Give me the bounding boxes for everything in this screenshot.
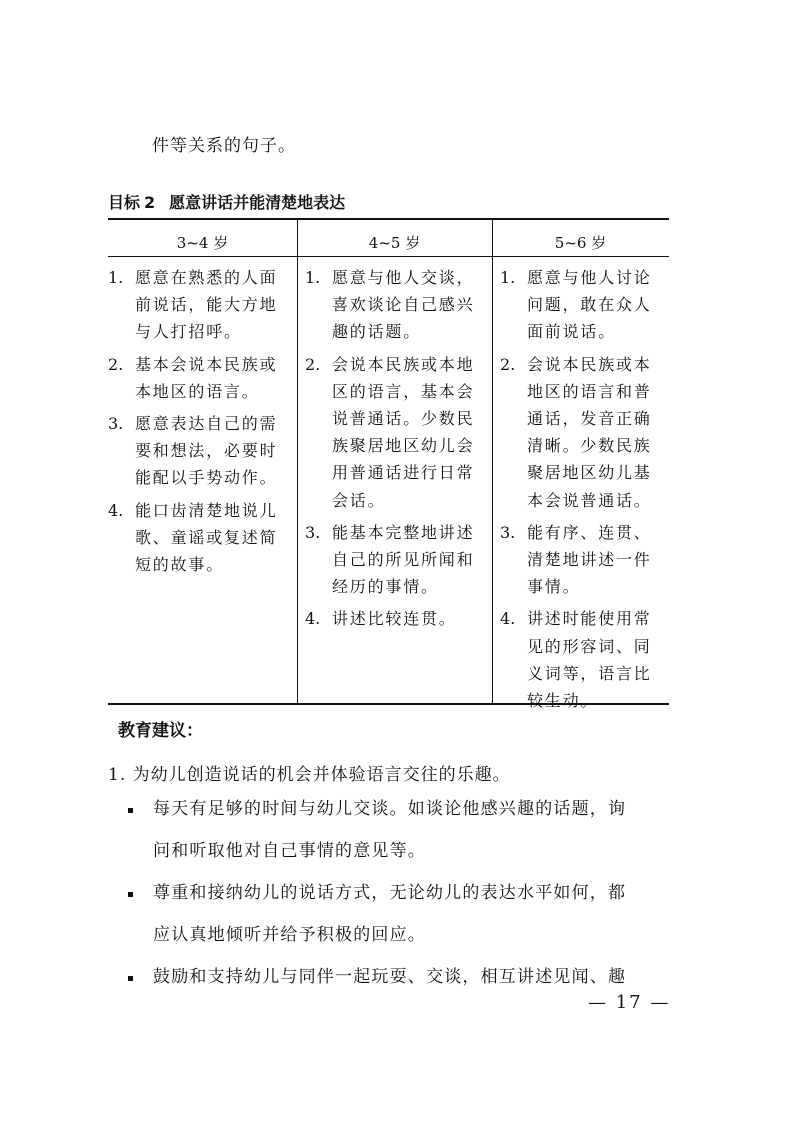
item-number: 3. xyxy=(500,522,516,542)
item-number: 2. xyxy=(305,354,321,374)
item-text xyxy=(527,605,668,714)
item-number: 1. xyxy=(108,268,124,287)
item-line: 与人打招呼。 xyxy=(135,322,242,342)
item-number: 4. xyxy=(305,609,321,629)
bullet-icon xyxy=(128,976,133,981)
suggestion-point-1: 1. 为幼儿创造说话的机会并体验语言交往的乐趣。 xyxy=(108,765,511,785)
bullet-text xyxy=(153,788,626,872)
bullet-line: 鼓励和支持幼儿与同伴一起玩耍、交谈，相互讲述见闻、趣 xyxy=(153,967,627,987)
list-item xyxy=(500,605,668,714)
suggestions-title: 教育建议： xyxy=(118,721,203,741)
list-item xyxy=(500,351,668,514)
goal-number: 2 xyxy=(144,193,156,212)
list-item xyxy=(108,497,294,579)
item-line: 会话。 xyxy=(332,490,386,510)
item-text xyxy=(332,351,489,514)
column-divider xyxy=(297,219,298,704)
item-number: 3. xyxy=(108,414,124,434)
item-line: 基本会说本民族或 xyxy=(135,354,278,374)
table-top-rule xyxy=(108,218,669,220)
bullet-line: 问和听取他对自己事情的意见等。 xyxy=(153,841,426,861)
item-number: 4. xyxy=(500,609,516,629)
item-line: 讲述时能使用常 xyxy=(527,609,652,629)
item-line: 能口齿清楚地说儿 xyxy=(135,500,278,520)
item-line: 义词等，语言比 xyxy=(527,663,652,683)
item-number: 3. xyxy=(305,522,321,542)
item-number: 1. xyxy=(500,268,516,287)
item-text xyxy=(527,264,668,346)
item-line: 见的形容词、同 xyxy=(527,636,652,656)
item-text xyxy=(135,497,294,579)
item-line: 通话，发音正确 xyxy=(527,409,652,429)
goal-text: 愿意讲话并能清楚地表达 xyxy=(169,193,346,212)
item-number: 1. xyxy=(305,268,321,287)
bullet-icon xyxy=(128,892,133,897)
goal-label: 目标 xyxy=(108,193,141,212)
item-number: 4. xyxy=(108,500,124,520)
item-line: 能基本完整地讲述 xyxy=(332,522,475,542)
item-line: 愿意与他人讨论 xyxy=(527,268,652,287)
table-column xyxy=(108,264,294,583)
item-line: 本会说普通话。 xyxy=(527,490,652,510)
item-line: 趣的话题。 xyxy=(332,322,422,342)
item-line: 清楚地讲述一件 xyxy=(527,550,652,570)
continuation-text: 件等关系的句子。 xyxy=(152,136,296,156)
item-line: 经历的事情。 xyxy=(332,577,439,597)
item-line: 面前说话。 xyxy=(527,322,617,342)
item-number: 2. xyxy=(500,354,516,374)
item-line: 歌、童谣或复述简 xyxy=(135,527,278,547)
table-column xyxy=(305,264,489,638)
item-line: 要和想法，必要时 xyxy=(135,441,278,461)
column-divider xyxy=(492,219,493,704)
column-header: 5~6 岁 xyxy=(554,234,607,252)
item-line: 会说本民族或本 xyxy=(527,354,652,374)
column-header: 3~4 岁 xyxy=(176,234,229,252)
item-text xyxy=(332,264,489,346)
item-line: 地区的语言和普 xyxy=(527,381,652,401)
item-line: 前说话，能大方地 xyxy=(135,295,278,315)
list-item xyxy=(305,264,489,346)
bullet-line: 尊重和接纳幼儿的说话方式，无论幼儿的表达水平如何，都 xyxy=(153,883,627,903)
goal-title xyxy=(108,190,345,213)
list-item xyxy=(108,410,294,492)
item-line: 讲述比较连贯。 xyxy=(332,609,457,629)
item-line: 说普通话。少数民 xyxy=(332,409,475,429)
item-text xyxy=(332,519,489,601)
item-line: 喜欢谈论自己感兴 xyxy=(332,295,475,315)
item-line: 愿意与他人交谈， xyxy=(332,268,475,287)
item-text xyxy=(332,605,489,632)
list-item xyxy=(305,351,489,514)
item-text xyxy=(135,264,294,346)
list-item xyxy=(500,264,668,346)
item-line: 本地区的语言。 xyxy=(135,381,260,401)
item-line: 愿意在熟悉的人面 xyxy=(135,268,278,287)
item-line: 清晰。少数民族 xyxy=(527,436,652,456)
item-line: 族聚居地区幼儿会 xyxy=(332,436,475,456)
bullet-text xyxy=(153,872,626,956)
item-line: 区的语言，基本会 xyxy=(332,381,475,401)
item-line: 能有序、连贯、 xyxy=(527,522,652,542)
list-item xyxy=(108,264,294,346)
item-text xyxy=(527,519,668,601)
list-item xyxy=(305,605,489,632)
table-header-rule xyxy=(108,256,669,257)
bullet-line: 应认真地倾听并给予积极的回应。 xyxy=(153,925,426,945)
item-line: 愿意表达自己的需 xyxy=(135,414,278,434)
item-line: 会说本民族或本地 xyxy=(332,354,475,374)
item-line: 较生动。 xyxy=(527,691,599,711)
table-column xyxy=(500,264,668,719)
bullet-icon xyxy=(128,808,133,813)
list-item xyxy=(500,519,668,601)
column-header: 4~5 岁 xyxy=(368,234,421,252)
item-text xyxy=(527,351,668,514)
item-line: 短的故事。 xyxy=(135,555,225,575)
item-line: 聚居地区幼儿基 xyxy=(527,463,652,483)
item-line: 自己的所见所闻和 xyxy=(332,550,475,570)
item-text xyxy=(135,410,294,492)
list-item xyxy=(108,351,294,405)
bullet-text xyxy=(153,956,626,998)
item-number: 2. xyxy=(108,354,124,374)
item-line: 用普通话进行日常 xyxy=(332,463,475,483)
item-line: 事情。 xyxy=(527,577,581,597)
item-line: 能配以手势动作。 xyxy=(135,468,278,488)
item-line: 问题，敢在众人 xyxy=(527,295,652,315)
bullet-line: 每天有足够的时间与幼儿交谈。如谈论他感兴趣的话题，询 xyxy=(153,799,627,819)
page-number: — 17 — xyxy=(588,992,671,1013)
item-text xyxy=(135,351,294,405)
list-item xyxy=(305,519,489,601)
